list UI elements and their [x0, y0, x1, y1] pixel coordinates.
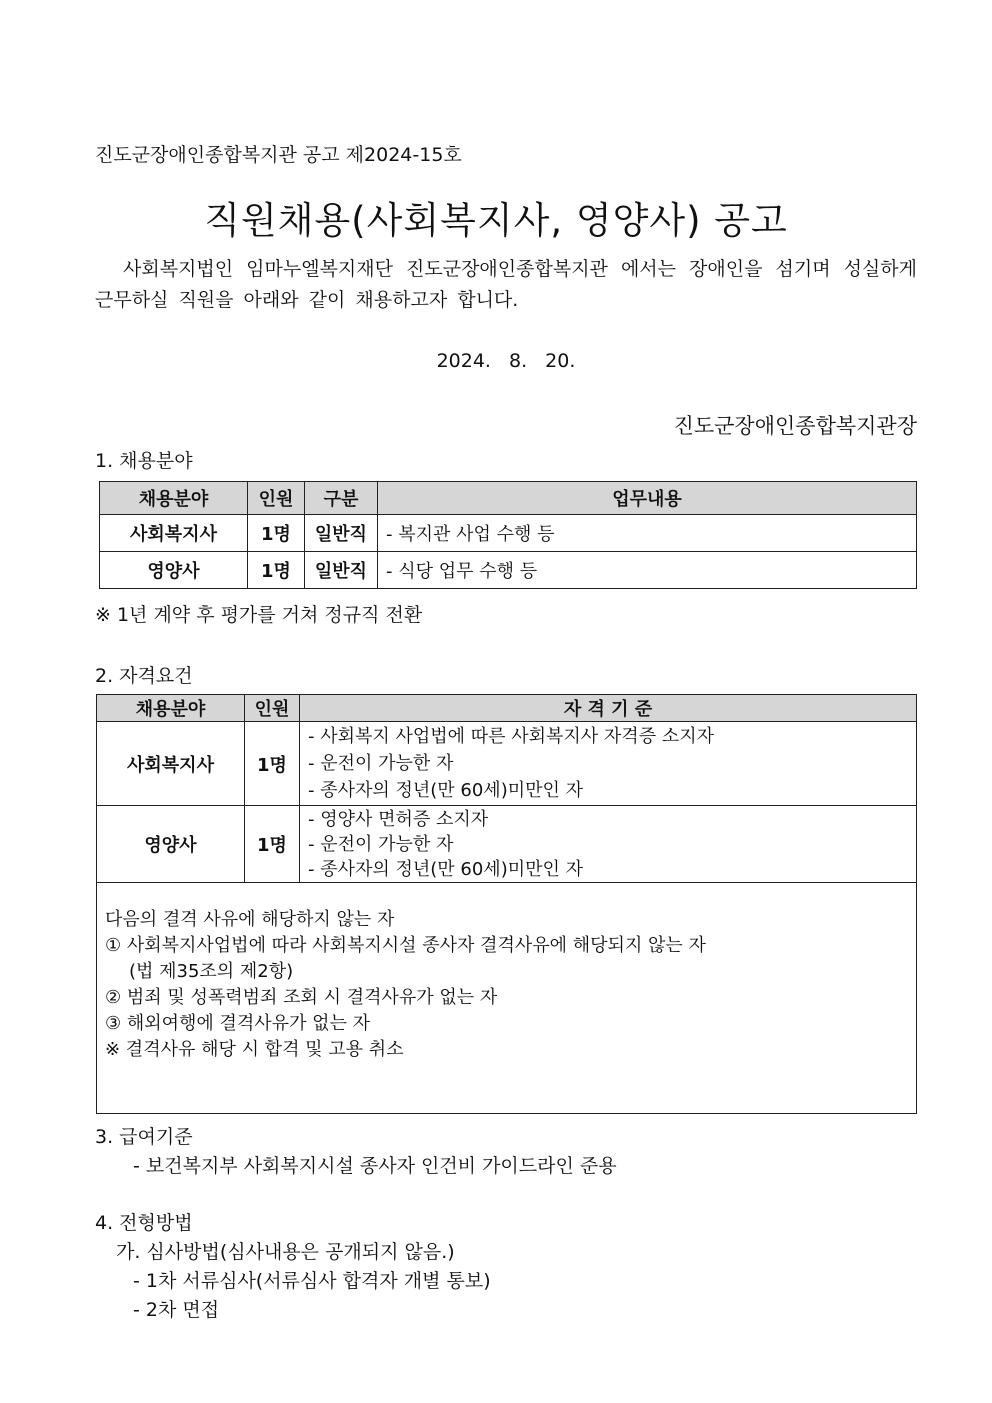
table-header: 자 격 기 준 — [300, 695, 917, 722]
page-title: 직원채용(사회복지사, 영양사) 공고 — [204, 199, 788, 242]
table-cell: 1명 — [245, 806, 300, 883]
table-cell: 일반직 — [305, 552, 378, 589]
table-header-row — [97, 695, 917, 722]
intro-paragraph: 사회복지법인 임마누엘복지재단 진도군장애인종합복지관 에서는 장애인을 섬기며 성실하게 근무하실 직원을 아래와 같이 채용하고자 합니다. — [95, 258, 917, 311]
qualification-table — [96, 694, 917, 1114]
table-header: 채용분야 — [97, 695, 245, 722]
criteria-cell — [300, 722, 917, 806]
disqualification-line: 다음의 결격 사유에 해당하지 않는 자 — [105, 909, 395, 930]
table-header: 인원 — [245, 695, 300, 722]
signature: 진도군장애인종합복지관장 — [673, 414, 917, 438]
disqualification-line: ② 범죄 및 성폭력범죄 조회 시 결격사유가 없는 자 — [105, 987, 498, 1008]
criteria-item: - 영양사 면허증 소지자 — [308, 808, 489, 830]
disqualification-line: ③ 해외여행에 결격사유가 없는 자 — [105, 1013, 371, 1034]
table-cell: 1명 — [245, 722, 300, 806]
criteria-item: - 종사자의 정년(만 60세)미만인 자 — [308, 780, 583, 801]
table-header: 채용분야 — [100, 482, 248, 515]
criteria-item: - 사회복지 사업법에 따른 사회복지사 자격증 소지자 — [308, 726, 714, 747]
criteria-item: - 종사자의 정년(만 60세)미만인 자 — [308, 858, 583, 880]
table-header: 업무내용 — [378, 482, 917, 515]
table-row — [100, 552, 917, 589]
table-cell: 사회복지사 — [97, 722, 245, 806]
screening-item: - 1차 서류심사(서류심사 합격자 개별 통보) — [133, 1270, 491, 1292]
disqualification-line: (법 제35조의 제2항) — [129, 961, 294, 982]
disqualification-line: ※ 결격사유 해당 시 합격 및 고용 취소 — [105, 1039, 404, 1060]
section3-heading: 3. 급여기준 — [95, 1126, 193, 1148]
table-cell: - 복지관 사업 수행 등 — [378, 515, 917, 552]
table-cell: 1명 — [248, 552, 305, 589]
section2-heading: 2. 자격요건 — [95, 665, 193, 687]
table-cell: 영양사 — [97, 806, 245, 883]
table-cell: 일반직 — [305, 515, 378, 552]
table-header-row — [100, 482, 917, 515]
table-row — [97, 806, 917, 883]
table-header: 인원 — [248, 482, 305, 515]
table-row — [100, 515, 917, 552]
screening-item: - 2차 면접 — [133, 1299, 220, 1321]
conversion-note: ※ 1년 계약 후 평가를 거쳐 정규직 전환 — [95, 604, 423, 626]
table-cell: 영양사 — [100, 552, 248, 589]
notice-number: 진도군장애인종합복지관 공고 제2024-15호 — [95, 144, 462, 166]
table-header: 구분 — [305, 482, 378, 515]
criteria-item: - 운전이 가능한 자 — [308, 833, 454, 855]
disqualification-line: ① 사회복지사업법에 따라 사회복지시설 종사자 결격사유에 해당되지 않는 자 — [105, 935, 706, 956]
section4-heading: 4. 전형방법 — [95, 1212, 193, 1234]
screening-subheading: 가. 심사방법(심사내용은 공개되지 않음.) — [116, 1241, 455, 1263]
disqualification-cell — [97, 883, 917, 1114]
table-row — [97, 722, 917, 806]
salary-item: - 보건복지부 사회복지시설 종사자 인건비 가이드라인 준용 — [133, 1155, 617, 1177]
section1-heading: 1. 채용분야 — [95, 450, 193, 472]
criteria-cell — [300, 806, 917, 883]
table-cell: - 식당 업무 수행 등 — [378, 552, 917, 589]
criteria-item: - 운전이 가능한 자 — [308, 753, 454, 774]
table-cell: 1명 — [248, 515, 305, 552]
recruitment-table — [99, 481, 917, 589]
table-row — [97, 883, 917, 1114]
notice-date: 2024. 8. 20. — [436, 350, 576, 372]
table-cell: 사회복지사 — [100, 515, 248, 552]
